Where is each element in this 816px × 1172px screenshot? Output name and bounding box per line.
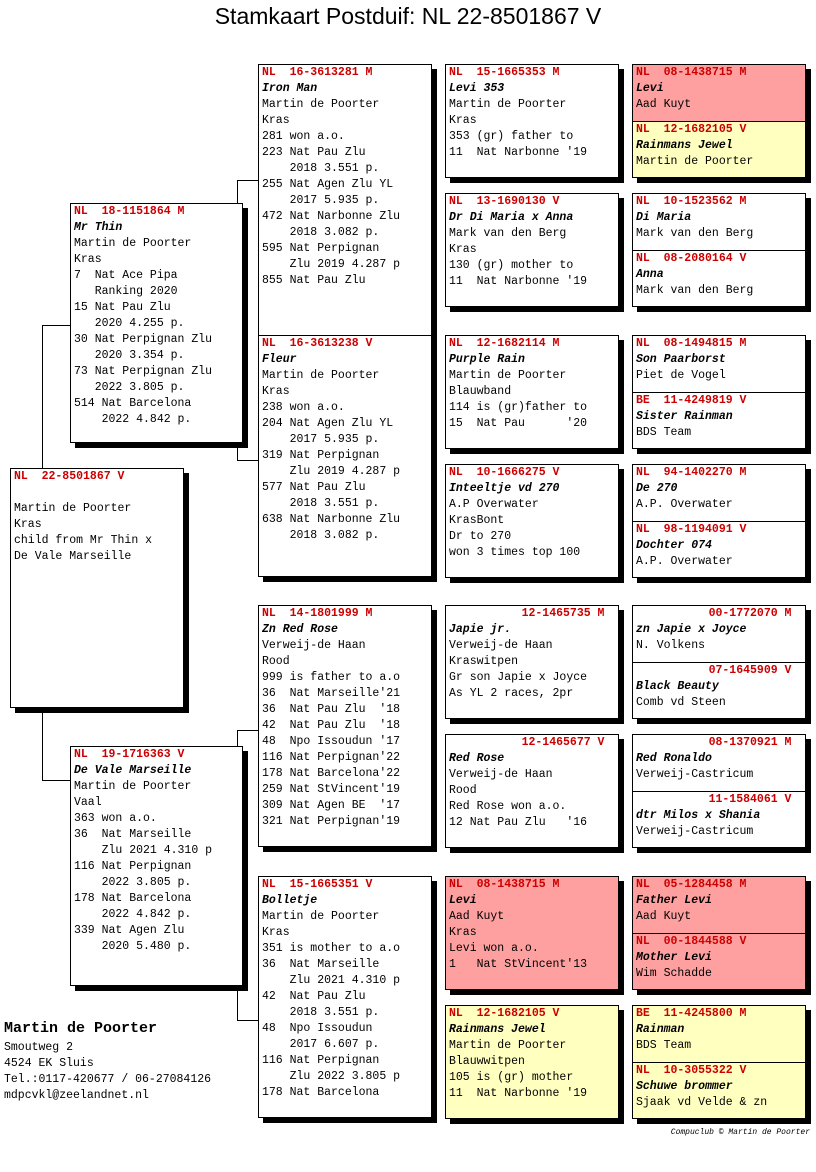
owner-email: mdpcvkl@zeelandnet.nl	[4, 1089, 149, 1102]
owner-info	[4, 1018, 211, 1104]
gen4-card[interactable]: NL 00-1844588 V Mother Levi Wim Schadde	[633, 933, 805, 989]
page-title: Stamkaart Postduif: NL 22-8501867 V	[214, 3, 602, 29]
gen4-card[interactable]: NL 08-1438715 M Levi Aad Kuyt	[633, 65, 805, 121]
owner-phone: Tel.:0117-420677 / 06-27084126	[4, 1073, 212, 1086]
great-grandparent-card[interactable]: 12-1465677 V Red Rose Verweij-de Haan Rood Red Rose won a.o. 12 Nat Pau Zlu '16	[445, 734, 619, 848]
great-grandparent-card[interactable]: NL 10-1666275 V Inteeltje vd 270 A.P Overwater KrasBont Dr to 270 won 3 times top 100	[445, 464, 619, 578]
gen4-card[interactable]: 00-1772070 M zn Japie x Joyce N. Volkens	[636, 607, 792, 652]
gen4-card[interactable]: BE 11-4249819 V Sister Rainman BDS Team	[633, 392, 805, 448]
gen4-card[interactable]: NL 10-3055322 V Schuwe brommer Sjaak vd Velde & zn	[633, 1062, 805, 1118]
gen4-card[interactable]: NL 05-1284458 M Father Levi Aad Kuyt	[633, 877, 805, 933]
connector	[237, 1020, 258, 1021]
owner-city: 4524 EK Sluis	[4, 1057, 94, 1070]
gen4-card[interactable]: 07-1645909 V Black Beauty Comb vd Steen	[633, 662, 805, 718]
gen4-pair	[632, 734, 806, 848]
pigeon-name: Mr Thin	[74, 221, 123, 234]
great-grandparent-card[interactable]: NL 12-1682114 M Purple Rain Martin de Poorter Blauwband 114 is (gr)father to 15 Nat Pau '20	[445, 335, 619, 449]
gen4-pair	[632, 335, 806, 449]
gen4-pair	[632, 1005, 806, 1119]
gen4-card[interactable]: NL 10-1523562 M Di Maria Mark van den Berg	[636, 195, 754, 240]
great-grandparent-card[interactable]: NL 08-1438715 M Levi Aad Kuyt Kras Levi won a.o. 1 Nat StVincent'13	[445, 876, 619, 990]
connector	[237, 730, 258, 731]
footer-credit: Compuclub © Martin de Poorter	[670, 1128, 810, 1137]
gen4-card[interactable]: NL 12-1682105 V Rainmans Jewel Martin de Poorter	[633, 121, 805, 177]
gen4-card[interactable]: NL 08-2080164 V Anna Mark van den Berg	[633, 250, 805, 306]
ring-number: NL 22-8501867 V	[14, 470, 125, 483]
ring-number: NL 15-1665351 V	[262, 878, 373, 891]
grandparent-card[interactable]: NL 15-1665351 V Bolletje Martin de Poorter Kras 351 is mother to a.o 36 Nat Marseille Zlu 2021 4.310 p 42 Nat Pau Zlu 2018 3.551 p. 48 Npo Issoudun 2017 6.607 p. 116 Nat Perpignan Zlu 2022 3.805 p 178 Nat Barcelona	[258, 876, 432, 1118]
gen4-card[interactable]: NL 94-1402270 M De 270 A.P. Overwater	[636, 466, 747, 511]
pigeon-name: Iron Man	[262, 82, 318, 95]
gen4-pair	[632, 64, 806, 178]
ring-number: NL 14-1801999 M	[262, 607, 373, 620]
connector	[42, 780, 70, 781]
connector	[42, 710, 43, 780]
sire-card[interactable]: NL 18-1151864 M Mr Thin Martin de Poorter Kras 7 Nat Ace Pipa Ranking 2020 15 Nat Pau Zlu 2020 4.255 p. 30 Nat Perpignan Zlu 2020 3.354 p. 73 Nat Perpignan Zlu 2022 3.805 p. 514 Nat Barcelona 2022 4.842 p.	[70, 203, 243, 443]
pigeon-name: Bolletje	[262, 894, 318, 907]
great-grandparent-card[interactable]: NL 15-1665353 M Levi 353 Martin de Poorter Kras 353 (gr) father to 11 Nat Narbonne '19	[445, 64, 619, 178]
grandparent-card[interactable]: NL 16-3613281 M Iron Man Martin de Poorter Kras 281 won a.o. 223 Nat Pau Zlu 2018 3.551 p. 255 Nat Agen Zlu YL 2017 5.935 p. 472 Nat Narbonne Zlu 2018 3.082 p. 595 Nat Perpignan Zlu 2019 4.287 p 855 Nat Pau Zlu	[258, 64, 432, 576]
gen4-pair	[632, 464, 806, 578]
connector	[42, 325, 43, 470]
connector	[42, 325, 70, 326]
owner-street: Smoutweg 2	[4, 1041, 74, 1054]
pigeon-name: De Vale Marseille	[74, 764, 192, 777]
ring-number: NL 16-3613281 M	[262, 66, 373, 79]
pigeon-name: Fleur	[262, 353, 297, 366]
ring-number: NL 16-3613238 V	[262, 337, 373, 350]
great-grandparent-card[interactable]: NL 12-1682105 V Rainmans Jewel Martin de Poorter Blauwwitpen 105 is (gr) mother 11 Nat Narbonne '19	[445, 1005, 619, 1119]
gen4-card[interactable]: 11-1584061 V dtr Milos x Shania Verweij-Castricum	[633, 791, 805, 847]
great-grandparent-card[interactable]: NL 13-1690130 V Dr Di Maria x Anna Mark van den Berg Kras 130 (gr) mother to 11 Nat Narbonne '19	[445, 193, 619, 307]
connector	[237, 460, 258, 461]
connector	[237, 180, 258, 181]
gen4-card[interactable]: 08-1370921 M Red Ronaldo Verweij-Castricum	[636, 736, 792, 781]
pigeon-name: Zn Red Rose	[262, 623, 338, 636]
owner-name: Martin de Poorter	[4, 1020, 158, 1037]
ring-number: NL 19-1716363 V	[74, 748, 185, 761]
gen4-card[interactable]: BE 11-4245800 M Rainman BDS Team	[633, 1006, 805, 1062]
gen4-card[interactable]: NL 08-1494815 M Son Paarborst Piet de Vogel	[636, 337, 747, 382]
great-grandparent-card[interactable]: 12-1465735 M Japie jr. Verweij-de Haan Kraswitpen Gr son Japie x Joyce As YL 2 races, 2pr	[445, 605, 619, 719]
subject-card[interactable]: NL 22-8501867 V Martin de Poorter Kras child from Mr Thin x De Vale Marseille	[10, 468, 184, 708]
gen4-card[interactable]: NL 98-1194091 V Dochter 074 A.P. Overwater	[633, 521, 805, 577]
grandparent-card[interactable]: NL 16-3613238 V Fleur Martin de Poorter Kras 238 won a.o. 204 Nat Agen Zlu YL 2017 5.935 p. 319 Nat Perpignan Zlu 2019 4.287 p 577 Nat Pau Zlu 2018 3.551 p. 638 Nat Narbonne Zlu 2018 3.082 p.	[258, 335, 432, 577]
gen4-pair	[632, 605, 806, 719]
dam-card[interactable]: NL 19-1716363 V De Vale Marseille Martin de Poorter Vaal 363 won a.o. 36 Nat Marseille Zlu 2021 4.310 p 116 Nat Perpignan 2022 3.805 p. 178 Nat Barcelona 2022 4.842 p. 339 Nat Agen Zlu 2020 5.480 p.	[70, 746, 243, 986]
grandparent-card[interactable]: NL 14-1801999 M Zn Red Rose Verweij-de Haan Rood 999 is father to a.o 36 Nat Marseille'21 36 Nat Pau Zlu '18 42 Nat Pau Zlu '18 48 Npo Issoudun '17 116 Nat Perpignan'22 178 Nat Barcelona'22 259 Nat StVincent'19 309 Nat Agen BE '17 321 Nat Perpignan'19	[258, 605, 432, 847]
ring-number: NL 18-1151864 M	[74, 205, 185, 218]
gen4-pair	[632, 876, 806, 990]
gen4-pair	[632, 193, 806, 307]
